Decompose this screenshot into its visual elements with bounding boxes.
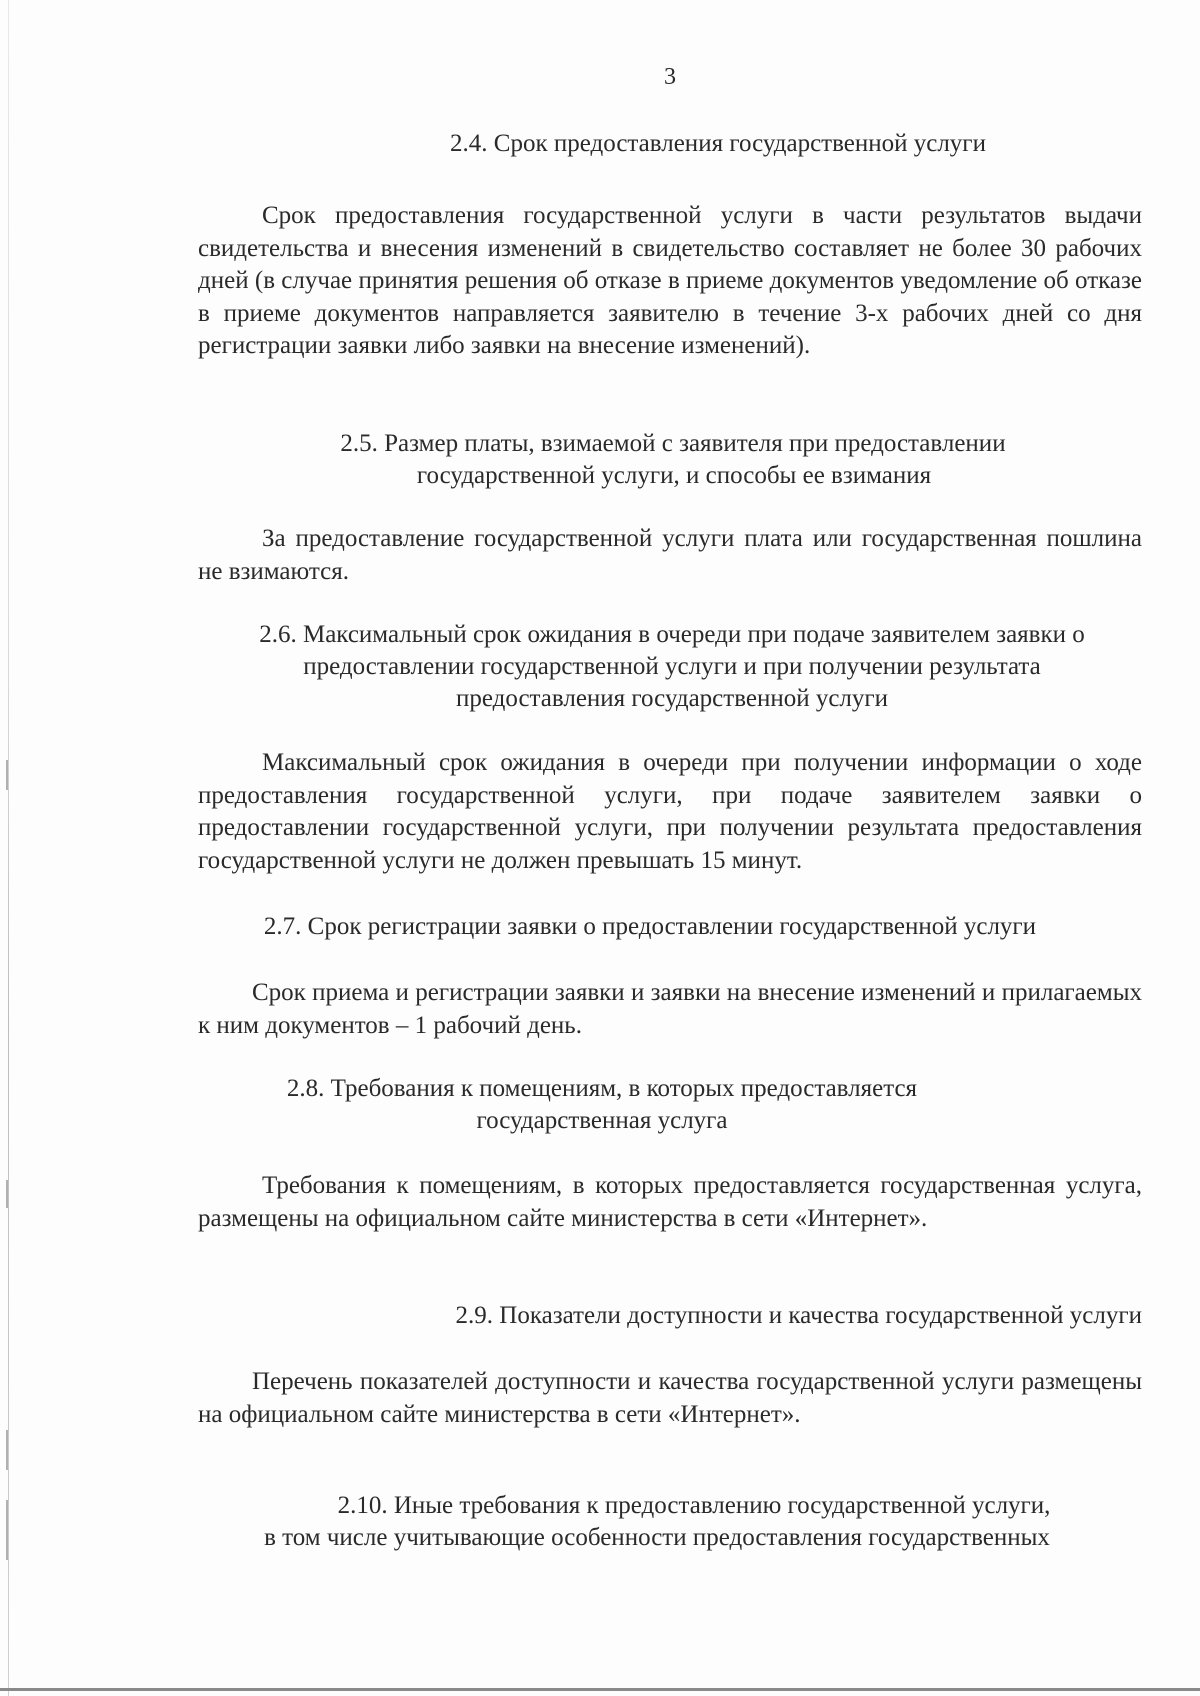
section-heading-2-7 bbox=[200, 911, 1100, 943]
section-heading-2-5 bbox=[200, 428, 1140, 492]
section-paragraph-2-4 bbox=[198, 200, 1142, 363]
scan-mark bbox=[6, 1180, 8, 1208]
scan-mark bbox=[6, 760, 8, 790]
scan-mark bbox=[6, 1500, 8, 1560]
section-paragraph-2-5 bbox=[198, 523, 1142, 588]
paragraph-text: Срок предоставления государственной услуги в части результатов выдачи свидетельства и внесения изменений в свидетельство составляет не более 30 рабочих дней (в случае принятия решения об отказе в приеме документов уведомление об отказе в приеме документов направляется заявителю в течение 3-х рабочих дней со дня регистрации заявки либо заявки на внесение изменений). bbox=[198, 202, 1142, 359]
heading-line: 2.7. Срок регистрации заявки о предоставлении государственной услуги bbox=[263, 913, 1037, 940]
heading-line: 2.5. Размер платы, взимаемой с заявителя при предоставлении bbox=[340, 430, 1006, 457]
heading-line: 2.10. Иные требования к предоставлению государственной услуги, bbox=[337, 1492, 1051, 1519]
heading-line: государственная услуга bbox=[476, 1107, 728, 1134]
section-paragraph-2-8 bbox=[198, 1170, 1142, 1235]
section-heading-2-4 bbox=[200, 128, 1140, 160]
heading-line: 2.8. Требования к помещениям, в которых предоставляется bbox=[286, 1075, 918, 1102]
heading-line: 2.9. Показатели доступности и качества государственной услуги bbox=[455, 1302, 1142, 1329]
heading-line: предоставления государственной услуги bbox=[455, 685, 889, 712]
section-paragraph-2-9 bbox=[198, 1366, 1142, 1431]
heading-line: государственной услуги, и способы ее взимания bbox=[416, 462, 932, 489]
paragraph-text: Требования к помещениям, в которых предоставляется государственная услуга, размещены на официальном сайте министерства в сети «Интернет». bbox=[198, 1172, 1142, 1232]
heading-line: в том числе учитывающие особенности предоставления государственных bbox=[264, 1524, 1050, 1551]
paragraph-text: Перечень показателей доступности и качества государственной услуги размещены на официальном сайте министерства в сети «Интернет». bbox=[198, 1368, 1142, 1428]
section-heading-2-8 bbox=[200, 1073, 1144, 1137]
section-paragraph-2-7 bbox=[198, 977, 1142, 1042]
scan-bottom-edge bbox=[0, 1688, 1200, 1691]
paragraph-text: За предоставление государственной услуги плата или государственная пошлина не взимаются. bbox=[198, 525, 1142, 585]
section-paragraph-2-6 bbox=[198, 747, 1142, 877]
section-heading-2-10 bbox=[200, 1490, 1144, 1554]
heading-line: 2.6. Максимальный срок ожидания в очереди при подаче заявителем заявки о bbox=[259, 621, 1085, 648]
scan-mark bbox=[6, 1430, 8, 1470]
paragraph-text: Максимальный срок ожидания в очереди при получении информации о ходе предоставления государственной услуги, при подаче заявителем заявки о предоставлении государственной услуги, при получении результата предоставления государственной услуги не должен превышать 15 минут. bbox=[198, 749, 1142, 874]
heading-line: 2.4. Срок предоставления государственной услуги bbox=[450, 130, 986, 157]
paragraph-text: Срок приема и регистрации заявки и заявки на внесение изменений и прилагаемых к ним документов – 1 рабочий день. bbox=[198, 979, 1142, 1039]
heading-line: предоставлении государственной услуги и при получении результата bbox=[303, 653, 1041, 680]
section-heading-2-9 bbox=[362, 1300, 1142, 1332]
scan-left-edge bbox=[8, 0, 9, 1696]
section-heading-2-6 bbox=[200, 619, 1144, 715]
page-number: 3 bbox=[664, 64, 676, 90]
